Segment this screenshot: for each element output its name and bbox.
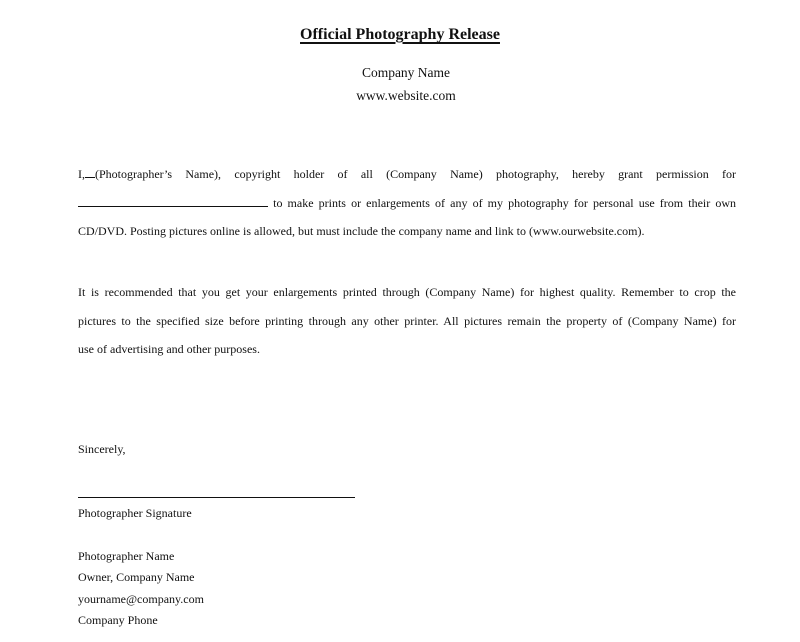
signature-label: Photographer Signature <box>78 506 192 520</box>
line-text: (Photographer’s Name), copyright holder of all (Company Name) photography, hereby grant permission for <box>95 167 736 181</box>
photographer-name: Photographer Name <box>78 549 175 563</box>
line-prefix: I, <box>78 167 85 181</box>
owner-title: Owner, Company Name <box>78 570 195 585</box>
closing-text: Sincerely, <box>78 442 126 456</box>
contact-block <box>78 546 204 631</box>
paragraph-line: use of advertising and other purposes. <box>78 342 260 356</box>
recipient-blank <box>78 196 268 207</box>
paragraph-line: It is recommended that you get your enlargements printed through (Company Name) for highest quality. Remember to crop the <box>78 285 736 299</box>
document-title-text: Official Photography Release <box>300 26 500 43</box>
permission-paragraph <box>78 160 736 246</box>
paragraph-line <box>78 160 736 189</box>
signature-line <box>78 497 355 498</box>
document-title <box>0 26 800 44</box>
company-website: www.website.com <box>356 88 456 103</box>
company-name: Company Name <box>361 65 451 80</box>
paragraph-line <box>78 189 736 218</box>
name-blank <box>85 167 95 178</box>
paragraph-line: pictures to the specified size before printing through any other printer. All pictures remain the property of (Company Name) for <box>78 313 736 328</box>
line-text: to make prints or enlargements of any of my photography for personal use from their own <box>273 195 736 210</box>
recommendation-paragraph <box>78 278 736 364</box>
paragraph-line: CD/DVD. Posting pictures online is allowed, but must include the company name and link to (www.ourwebsite.com). <box>78 224 645 238</box>
company-phone: Company Phone <box>78 612 158 627</box>
contact-email: yourname@company.com <box>78 591 204 606</box>
